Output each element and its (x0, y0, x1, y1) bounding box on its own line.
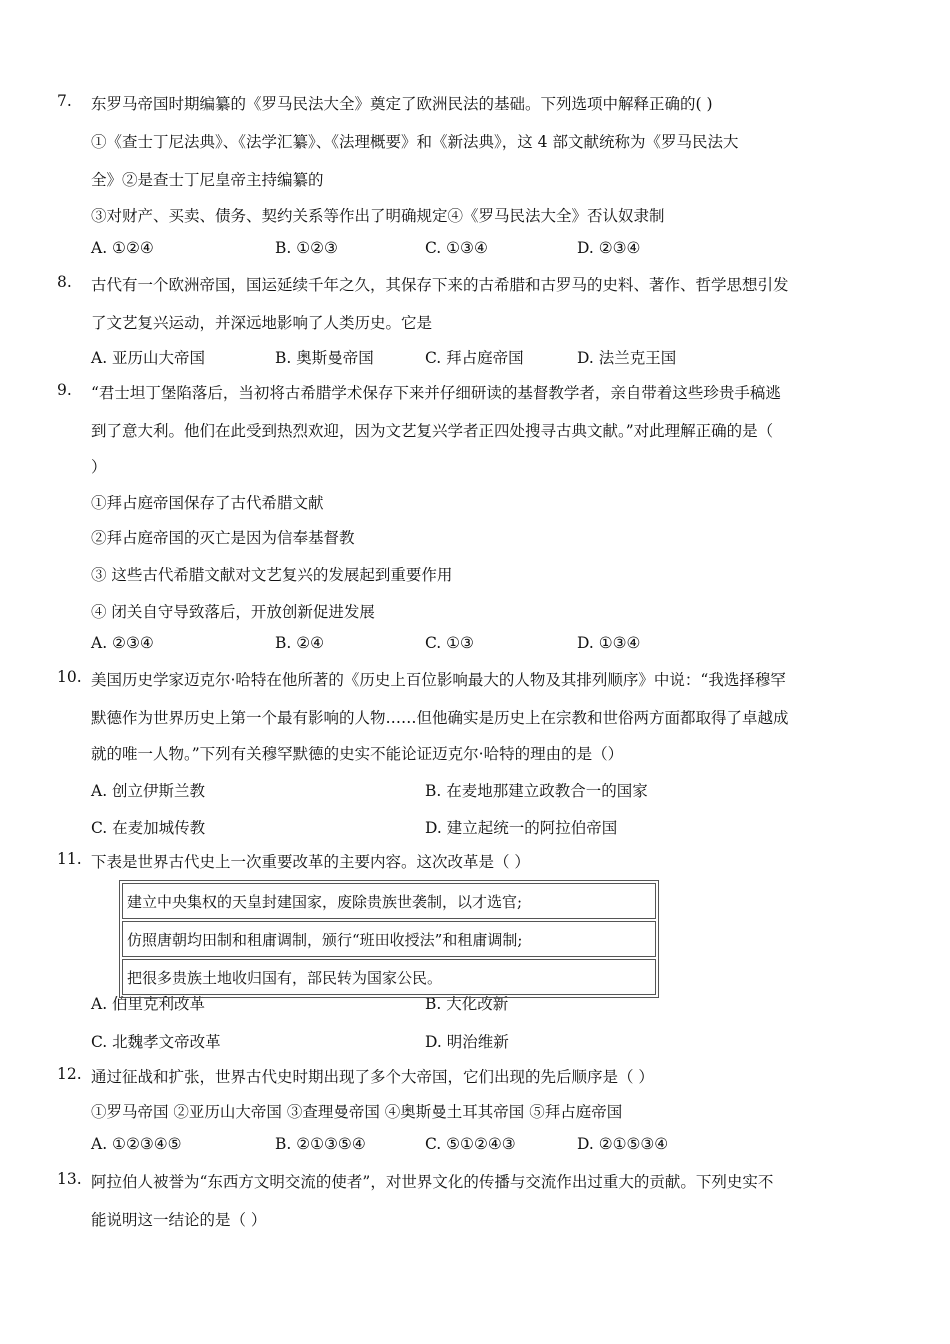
table-cell: 建立中央集权的天皇封建国家，废除贵族世袭制，以才选官; (122, 883, 656, 919)
option-c[interactable]: C. ①③④ (425, 239, 488, 257)
table-row (122, 959, 656, 995)
option-c[interactable]: C. 拜占庭帝国 (425, 349, 524, 367)
question-stem: 古代有一个欧洲帝国，国运延续千年之久，其保存下来的古希腊和古罗马的史料、著作、哲学思想引发 (91, 276, 789, 294)
option-b[interactable]: B. 奥斯曼帝国 (275, 349, 374, 367)
option-a[interactable]: A. 创立伊斯兰教 (91, 782, 206, 800)
question-number: 8. (57, 273, 72, 291)
statement-line: ②拜占庭帝国的灭亡是因为信奉基督教 (91, 529, 355, 547)
question-stem: 通过征战和扩张，世界古代史时期出现了多个大帝国，它们出现的先后顺序是（ ） (91, 1068, 654, 1086)
question-number: 13. (57, 1170, 82, 1188)
statement-line: ①拜占庭帝国保存了古代希腊文献 (91, 494, 324, 512)
option-a[interactable]: A. ②③④ (91, 634, 154, 652)
statement-line: ④ 闭关自守导致落后，开放创新促进发展 (91, 603, 375, 621)
option-a[interactable]: A. 亚历山大帝国 (91, 349, 206, 367)
option-b[interactable]: B. ②①③⑤④ (275, 1135, 366, 1153)
option-a[interactable]: A. ①②④ (91, 239, 154, 257)
question-stem: 能说明这一结论的是（ ） (91, 1211, 267, 1229)
option-d[interactable]: D. ②①⑤③④ (577, 1135, 669, 1153)
question-stem: 东罗马帝国时期编纂的《罗马民法大全》奠定了欧洲民法的基础。下列选项中解释正确的( ) (91, 95, 713, 113)
statement-line: ①《查士丁尼法典》、《法学汇纂》、《法理概要》和《新法典》，这 4 部文献统称为《罗马民法大 (91, 133, 739, 151)
statement-line: ③ 这些古代希腊文献对文艺复兴的发展起到重要作用 (91, 566, 453, 584)
question-number: 12. (57, 1065, 82, 1083)
question-number: 9. (57, 381, 72, 399)
option-d[interactable]: D. 建立起统一的阿拉伯帝国 (425, 819, 618, 837)
table-row (122, 921, 656, 957)
option-a[interactable]: A. 伯里克利改革 (91, 995, 206, 1013)
question-number: 11. (57, 850, 82, 868)
reform-content-table (119, 880, 659, 998)
question-stem: 美国历史学家迈克尔·哈特在他所著的《历史上百位影响最大的人物及其排列顺序》中说：“我选择穆罕 (91, 671, 786, 689)
option-c[interactable]: C. ①③ (425, 634, 474, 652)
question-stem: 到了意大利。他们在此受到热烈欢迎，因为文艺复兴学者正四处搜寻古典文献。”对此理解正确的是（ (91, 422, 774, 440)
question-stem: “君士坦丁堡陷落后，当初将古希腊学术保存下来并仔细研读的基督教学者，亲自带着这些珍贵手稿逃 (91, 384, 781, 402)
question-stem: 就的唯一人物。”下列有关穆罕默德的史实不能论证迈克尔·哈特的理由的是（） (91, 745, 624, 763)
question-stem: 了文艺复兴运动，并深远地影响了人类历史。它是 (91, 314, 433, 332)
statement-line: 全》②是查士丁尼皇帝主持编纂的 (91, 171, 324, 189)
statement-line: ③对财产、买卖、债务、契约关系等作出了明确规定④《罗马民法大全》否认奴隶制 (91, 207, 665, 225)
option-b[interactable]: B. 在麦地那建立政教合一的国家 (425, 782, 648, 800)
option-d[interactable]: D. 法兰克王国 (577, 349, 677, 367)
table-cell: 把很多贵族土地收归国有，部民转为国家公民。 (122, 959, 656, 995)
option-b[interactable]: B. 大化改新 (425, 995, 509, 1013)
option-c[interactable]: C. ⑤①②④③ (425, 1135, 516, 1153)
table-cell: 仿照唐朝均田制和租庸调制，颁行“班田收授法”和租庸调制; (122, 921, 656, 957)
option-d[interactable]: D. 明治维新 (425, 1033, 509, 1051)
question-stem: 下表是世界古代史上一次重要改革的主要内容。这次改革是（ ） (91, 853, 530, 871)
question-stem: ） (91, 458, 107, 476)
question-stem: 默德作为世界历史上第一个最有影响的人物……但他确实是历史上在宗教和世俗两方面都取得了卓越成 (91, 709, 789, 727)
statement-line: ①罗马帝国 ②亚历山大帝国 ③查理曼帝国 ④奥斯曼土耳其帝国 ⑤拜占庭帝国 (91, 1103, 623, 1121)
option-d[interactable]: D. ①③④ (577, 634, 641, 652)
question-number: 7. (57, 92, 72, 110)
option-a[interactable]: A. ①②③④⑤ (91, 1135, 182, 1153)
option-b[interactable]: B. ①②③ (275, 239, 338, 257)
option-d[interactable]: D. ②③④ (577, 239, 641, 257)
table-row (122, 883, 656, 919)
question-stem: 阿拉伯人被誉为“东西方文明交流的使者”，对世界文化的传播与交流作出过重大的贡献。下列史实不 (91, 1173, 774, 1191)
option-b[interactable]: B. ②④ (275, 634, 325, 652)
option-c[interactable]: C. 在麦加城传教 (91, 819, 206, 837)
question-number: 10. (57, 668, 82, 686)
option-c[interactable]: C. 北魏孝文帝改革 (91, 1033, 221, 1051)
